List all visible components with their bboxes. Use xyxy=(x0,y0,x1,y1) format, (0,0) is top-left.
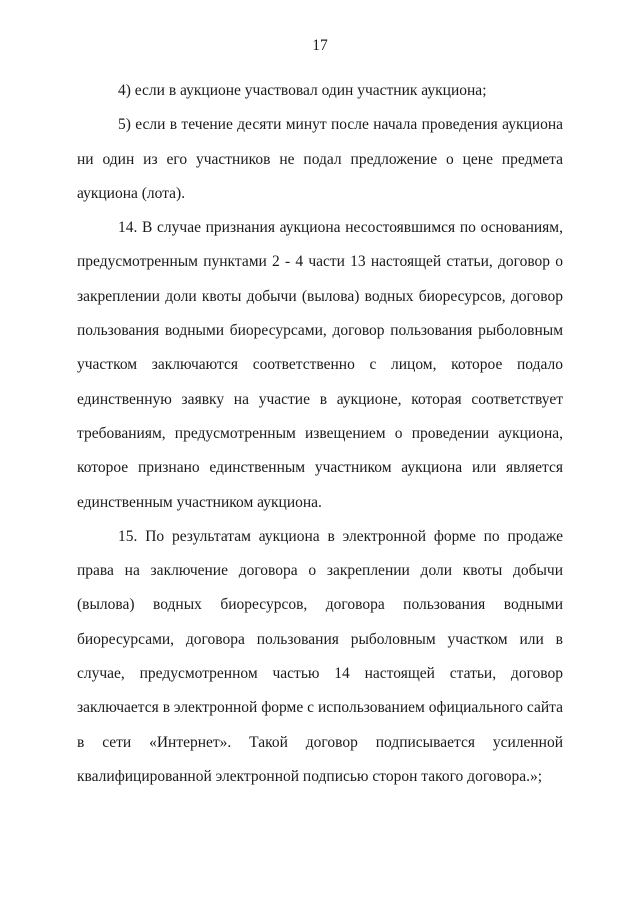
paragraph-item-5: 5) если в течение десяти минут после начала проведения аукциона ни один из его участников не подал предложение о цене предмета аукциона (лота). xyxy=(77,116,563,202)
paragraph-clause-15: 15. По результатам аукциона в электронной форме по продаже права на заключение договора о закреплении доли квоты добычи (вылова) водных биоресурсов, договора пользования водными биоресурсами, договора пользования рыболовным участком или в случае, предусмотренном частью 14 настоящей статьи, договор заключается в электронной форме с использованием официального сайта в сети «Интернет». Такой договор подписывается усиленной квалифицированной электронной подписью сторон такого договора.»; xyxy=(77,527,563,785)
document-body xyxy=(77,74,563,794)
page-number: 17 xyxy=(312,37,328,54)
paragraph-item-4: 4) если в аукционе участвовал один участник аукциона; xyxy=(118,82,487,99)
paragraph-clause-14: 14. В случае признания аукциона несостоявшимся по основаниям, предусмотренным пунктами 2 - 4 части 13 настоящей статьи, договор о закреплении доли квоты добычи (вылова) водных биоресурсов, договор пользования водными биоресурсами, договор пользования рыболовным участком заключаются соответственно с лицом, которое подало единственную заявку на участие в аукционе, которая соответствует требованиям, предусмотренным извещением о проведении аукциона, которое признано единственным участником аукциона или является единственным участником аукциона. xyxy=(77,219,563,511)
